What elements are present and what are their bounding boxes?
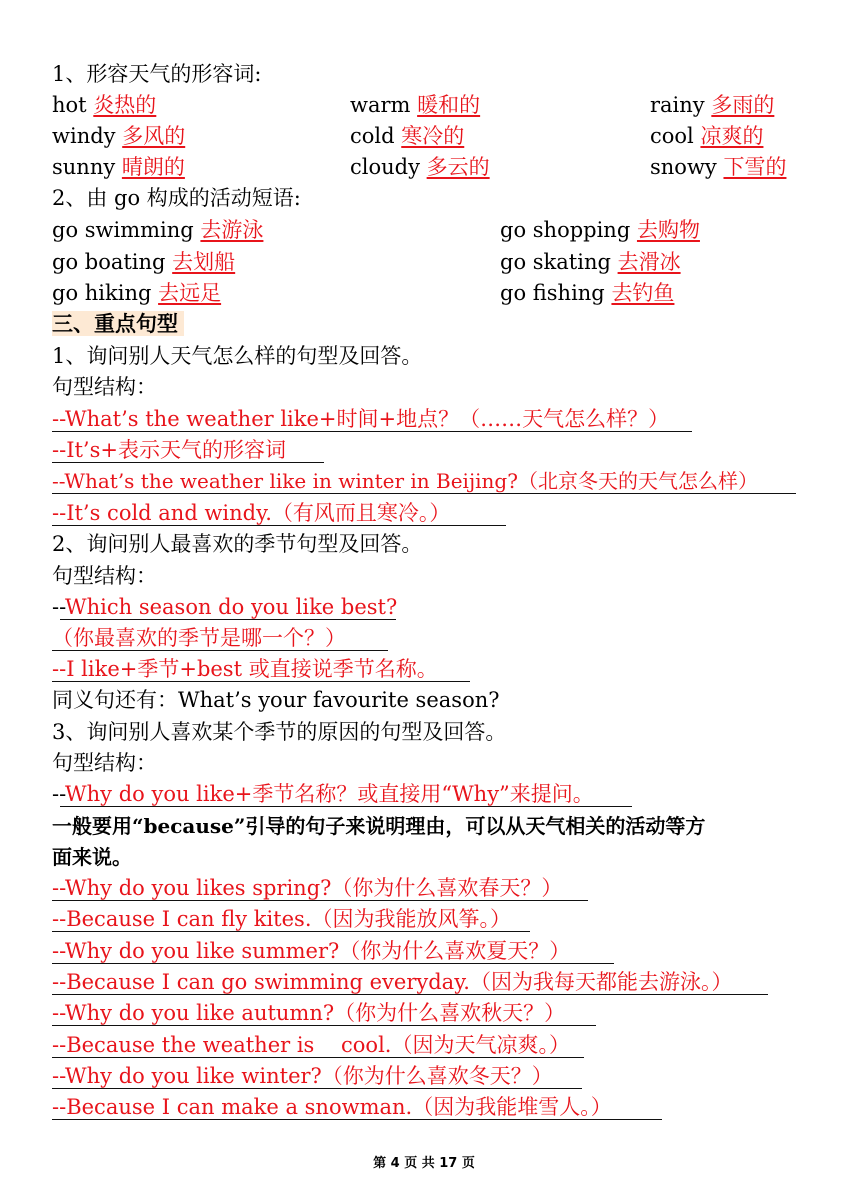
q2-line: --I like+季节+best 或直接说季节名称。 bbox=[52, 657, 438, 681]
phrase-cell: go boating 去划船 bbox=[52, 250, 236, 274]
underline-rule bbox=[52, 431, 692, 432]
underline-rule bbox=[52, 963, 614, 964]
underline-rule bbox=[52, 931, 530, 932]
q1-line: --It’s+表示天气的形容词 bbox=[52, 438, 286, 462]
q3-line: --Because I can fly kites.（因为我能放风筝。） bbox=[52, 907, 511, 931]
section-heading: 三、重点句型 bbox=[52, 310, 184, 338]
phrase-cell: go shopping 去购物 bbox=[500, 218, 700, 242]
q3-line: --Why do you like winter?（你为什么喜欢冬天？） bbox=[52, 1064, 553, 1088]
q3-structure: 句型结构： bbox=[52, 751, 157, 775]
underline-rule bbox=[52, 681, 470, 682]
q3-line: --Why do you likes spring?（你为什么喜欢春天？） bbox=[52, 876, 563, 900]
phrase-cell: go fishing 去钓鱼 bbox=[500, 281, 675, 305]
q1-line: --What’s the weather like in winter in Beijing?（北京冬天的天气怎么样） bbox=[52, 469, 758, 493]
q3-line: --Because I can make a snowman.（因为我能堆雪人。） bbox=[52, 1095, 612, 1119]
underline-rule bbox=[52, 462, 324, 463]
adj-cell: snowy 下雪的 bbox=[650, 155, 787, 179]
adj-cell: sunny 晴朗的 bbox=[52, 155, 185, 179]
s2-heading: 2、由 go 构成的活动短语: bbox=[52, 186, 301, 210]
adj-cell: cold 寒冷的 bbox=[350, 124, 465, 148]
phrase-cell: go swimming 去游泳 bbox=[52, 218, 264, 242]
phrase-cell: go hiking 去远足 bbox=[52, 281, 222, 305]
adj-cell: warm 暖和的 bbox=[350, 93, 481, 117]
underline-rule bbox=[52, 650, 388, 651]
q3-line: --Why do you like summer?（你为什么喜欢夏天？） bbox=[52, 939, 571, 963]
q1-structure: 句型结构： bbox=[52, 375, 157, 399]
q3-line: --Because I can go swimming everyday.（因为我每天都能去游泳。） bbox=[52, 970, 733, 994]
underline-rule bbox=[52, 525, 506, 526]
underline-rule bbox=[60, 806, 632, 807]
adj-cell: cloudy 多云的 bbox=[350, 155, 490, 179]
page-footer: 第 4 页 共 17 页 bbox=[373, 1156, 475, 1171]
underline-rule bbox=[52, 1088, 582, 1089]
q2-title: 2、询问别人最喜欢的季节句型及回答。 bbox=[52, 532, 423, 556]
underline-rule bbox=[52, 493, 796, 494]
q3-note: 一般要用“because”引导的句子来说明理由，可以从天气相关的活动等方 bbox=[52, 814, 706, 838]
q2-line: --Which season do you like best? bbox=[52, 595, 398, 619]
q1-line: --What’s the weather like+时间+地点？（……天气怎么样？） bbox=[52, 407, 670, 431]
q3-note: 面来说。 bbox=[52, 845, 132, 869]
q1-title: 1、询问别人天气怎么样的句型及回答。 bbox=[52, 344, 423, 368]
q3-line: --Why do you like+季节名称？或直接用“Why”来提问。 bbox=[52, 782, 594, 806]
phrase-cell: go skating 去滑冰 bbox=[500, 250, 681, 274]
adj-cell: cool 凉爽的 bbox=[650, 124, 764, 148]
q2-structure: 句型结构： bbox=[52, 564, 157, 588]
adj-cell: hot 炎热的 bbox=[52, 93, 157, 117]
adj-cell: windy 多风的 bbox=[52, 124, 186, 148]
q2-synonym: 同义句还有：What’s your favourite season? bbox=[52, 688, 500, 712]
q1-line: --It’s cold and windy.（有风而且寒冷。） bbox=[52, 501, 451, 525]
q3-line: --Because the weather is cool.（因为天气凉爽。） bbox=[52, 1033, 570, 1057]
q2-line: （你最喜欢的季节是哪一个？） bbox=[52, 626, 346, 650]
q3-title: 3、询问别人喜欢某个季节的原因的句型及回答。 bbox=[52, 720, 507, 744]
underline-rule bbox=[60, 619, 396, 620]
underline-rule bbox=[52, 1057, 584, 1058]
underline-rule bbox=[52, 900, 588, 901]
underline-rule bbox=[52, 1119, 662, 1120]
q3-line: --Why do you like autumn?（你为什么喜欢秋天？） bbox=[52, 1001, 566, 1025]
underline-rule bbox=[52, 1025, 596, 1026]
underline-rule bbox=[52, 994, 768, 995]
adj-cell: rainy 多雨的 bbox=[650, 93, 775, 117]
s1-heading: 1、形容天气的形容词: bbox=[52, 62, 262, 86]
